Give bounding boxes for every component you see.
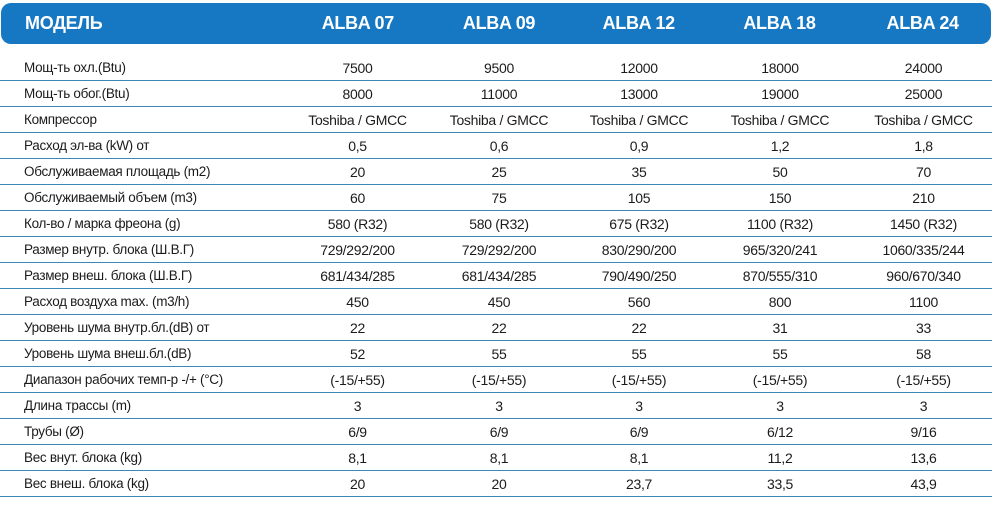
row-value: 60 xyxy=(350,189,365,206)
row-label: Мощ-ть обог.(Btu) xyxy=(24,86,130,101)
row-value: 8000 xyxy=(342,85,373,102)
table-row xyxy=(0,211,992,237)
row-value: 22 xyxy=(631,319,647,336)
row-value: 3 xyxy=(635,397,643,414)
row-value: 43,9 xyxy=(910,475,937,492)
row-value: 12000 xyxy=(620,59,658,76)
row-value: 450 xyxy=(487,293,511,310)
row-value: 1100 (R32) xyxy=(746,215,813,232)
row-value: Toshiba / GMCC xyxy=(874,111,973,128)
row-value: 9/16 xyxy=(910,423,937,440)
row-value: 20 xyxy=(350,475,365,492)
row-value: 7500 xyxy=(342,59,373,76)
row-value: 58 xyxy=(916,345,931,362)
row-value: (-15/+55) xyxy=(752,371,808,388)
row-value: 11,2 xyxy=(767,449,793,466)
row-value: 870/555/310 xyxy=(742,267,818,284)
table-header xyxy=(1,3,991,44)
row-value: 1,8 xyxy=(914,137,933,154)
table-row xyxy=(0,263,992,289)
row-value: 105 xyxy=(627,189,651,206)
row-value: 22 xyxy=(491,319,507,336)
row-value: 729/292/200 xyxy=(461,241,537,258)
row-label: Обслуживаемая площадь (m2) xyxy=(24,164,211,179)
header-model-alba-12: ALBA 12 xyxy=(602,13,675,33)
row-value: 75 xyxy=(491,189,507,206)
row-value: 3 xyxy=(919,397,928,414)
row-value: 681/434/285 xyxy=(461,267,537,284)
row-value: 9500 xyxy=(484,59,514,76)
row-value: 150 xyxy=(768,189,792,206)
row-value: 33,5 xyxy=(766,475,794,492)
row-value: 35 xyxy=(631,163,647,180)
header-model-alba-07: ALBA 07 xyxy=(321,13,394,33)
row-value: 50 xyxy=(772,163,788,180)
row-value: 1100 xyxy=(909,293,938,310)
row-value: 450 xyxy=(346,293,369,310)
row-value: 580 (R32) xyxy=(327,215,388,232)
row-label: Кол-во / марка фреона (g) xyxy=(24,216,181,231)
table-row xyxy=(0,185,992,211)
row-label: Расход эл-ва (kW) от xyxy=(24,138,150,153)
table-row xyxy=(0,81,992,107)
row-value: 8,1 xyxy=(489,449,509,466)
row-label: Размер внеш. блока (Ш.В.Г) xyxy=(24,268,193,283)
row-label: Компрессор xyxy=(24,112,97,127)
row-value: 675 (R32) xyxy=(609,215,669,232)
header-model-alba-09: ALBA 09 xyxy=(462,13,536,33)
row-value: (-15/+55) xyxy=(330,371,385,388)
row-value: 580 (R32) xyxy=(469,215,529,232)
row-value: 830/290/200 xyxy=(601,241,677,258)
table-row xyxy=(0,393,992,419)
row-value: 0,5 xyxy=(348,137,367,154)
row-value: 6/9 xyxy=(629,423,649,440)
table-row xyxy=(0,107,992,133)
row-label: Расход воздуха max. (m3/h) xyxy=(24,294,190,309)
table-row xyxy=(0,419,992,445)
row-value: 18000 xyxy=(761,59,799,76)
row-value: 965/320/241 xyxy=(742,241,818,258)
row-value: 0,9 xyxy=(629,137,649,154)
row-label: Обслуживаемый объем (m3) xyxy=(24,190,197,205)
row-value: 55 xyxy=(772,345,788,362)
table-row xyxy=(0,471,992,497)
row-value: 800 xyxy=(768,293,792,310)
row-value: 1060/335/244 xyxy=(882,241,965,258)
table-row xyxy=(0,367,992,393)
row-value: 33 xyxy=(916,319,931,336)
header-model-alba-18: ALBA 18 xyxy=(743,13,816,33)
row-value: Toshiba / GMCC xyxy=(589,111,689,128)
table-row xyxy=(0,341,992,367)
row-value: (-15/+55) xyxy=(471,371,527,388)
row-value: 729/292/200 xyxy=(320,241,395,258)
row-label: Размер внутр. блока (Ш.В.Г) xyxy=(24,242,194,257)
table-row xyxy=(0,55,992,81)
row-value: 790/490/250 xyxy=(601,267,677,284)
row-value: 8,1 xyxy=(629,449,649,466)
row-value: Toshiba / GMCC xyxy=(308,111,407,128)
row-value: 8,1 xyxy=(348,449,367,466)
row-value: 6/9 xyxy=(489,423,509,440)
row-value: 13000 xyxy=(620,85,658,102)
row-value: 13,6 xyxy=(910,449,937,466)
row-label: Уровень шума внеш.бл.(dB) xyxy=(24,346,192,361)
row-value: 960/670/340 xyxy=(886,267,961,284)
row-value: 70 xyxy=(916,163,931,180)
row-value: 55 xyxy=(631,345,647,362)
table-row xyxy=(0,237,992,263)
row-value: 11000 xyxy=(480,85,518,102)
row-label: Длина трассы (m) xyxy=(24,398,131,413)
row-value: 23,7 xyxy=(625,475,653,492)
header-model-label: МОДЕЛЬ xyxy=(25,13,103,33)
table-row xyxy=(0,159,992,185)
row-value: 6/9 xyxy=(348,423,367,440)
row-value: 681/434/285 xyxy=(320,267,395,284)
row-value: 1,2 xyxy=(770,137,790,154)
header-model-alba-24: ALBA 24 xyxy=(886,13,959,33)
table-body xyxy=(0,55,992,497)
row-value: 6/12 xyxy=(766,423,794,440)
row-label: Вес внеш. блока (kg) xyxy=(24,476,149,491)
row-value: 31 xyxy=(772,319,788,336)
row-value: 3 xyxy=(495,397,503,414)
table-row xyxy=(0,133,992,159)
table-row xyxy=(0,445,992,471)
row-value: 24000 xyxy=(904,59,943,76)
row-value: 560 xyxy=(627,293,651,310)
table-row xyxy=(0,289,992,315)
row-label: Уровень шума внутр.бл.(dB) от xyxy=(24,320,210,335)
row-value: 3 xyxy=(776,397,784,414)
row-value: 210 xyxy=(912,189,935,206)
row-value: 25000 xyxy=(904,85,943,102)
row-value: 3 xyxy=(353,397,362,414)
row-label: Диапазон рабочих темп-р -/+ (°C) xyxy=(24,372,223,387)
row-value: 20 xyxy=(350,163,365,180)
row-value: Toshiba / GMCC xyxy=(449,111,549,128)
row-value: 0,6 xyxy=(489,137,509,154)
row-value: 22 xyxy=(350,319,365,336)
row-value: 55 xyxy=(491,345,507,362)
row-label: Вес внут. блока (kg) xyxy=(24,450,142,465)
row-value: 1450 (R32) xyxy=(889,215,958,232)
row-value: 20 xyxy=(491,475,507,492)
row-label: Трубы (Ø) xyxy=(24,424,84,439)
row-value: 52 xyxy=(350,345,365,362)
row-value: (-15/+55) xyxy=(611,371,667,388)
row-value: Toshiba / GMCC xyxy=(730,111,830,128)
row-value: 19000 xyxy=(761,85,799,102)
table-row xyxy=(0,315,992,341)
row-value: (-15/+55) xyxy=(896,371,951,388)
row-label: Мощ-ть охл.(Btu) xyxy=(24,60,126,75)
row-value: 25 xyxy=(491,163,507,180)
